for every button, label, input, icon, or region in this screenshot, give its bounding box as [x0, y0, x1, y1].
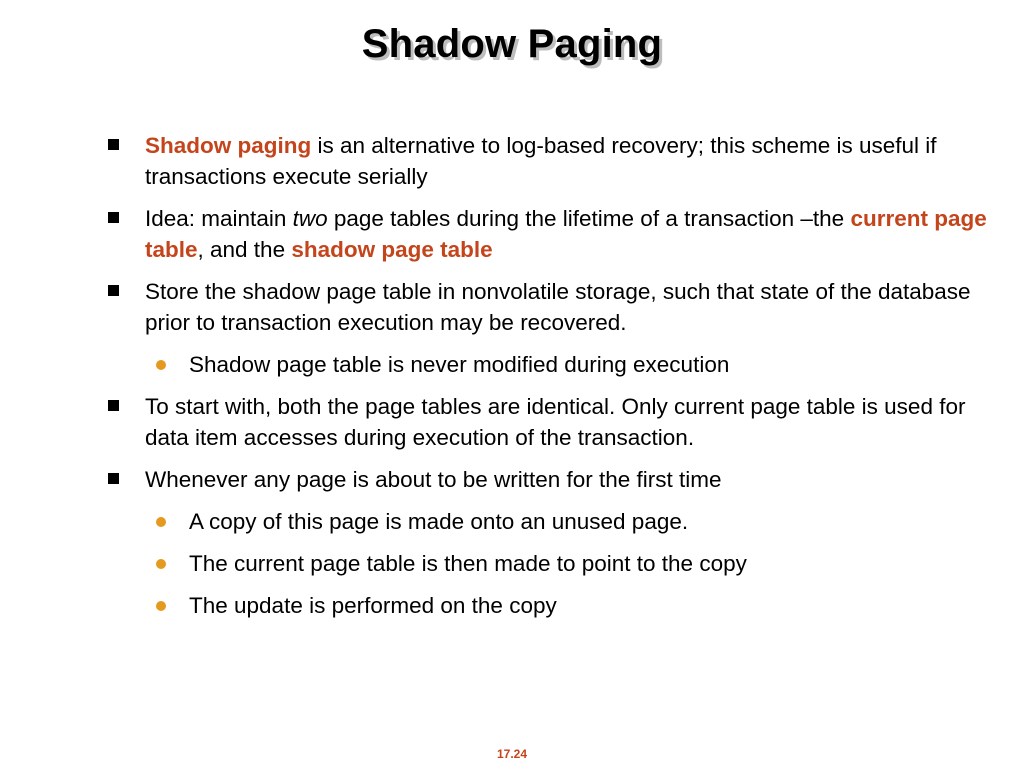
square-bullet-icon	[108, 400, 119, 411]
bullet-list	[108, 130, 988, 632]
sub-bullet-item	[108, 548, 988, 579]
bullet-text: , and the	[197, 237, 292, 262]
bullet-text: To start with, both the page tables are identical. Only current page table is used for data item accesses during execution of the transaction.	[145, 394, 966, 450]
square-bullet-icon	[108, 139, 119, 150]
term-shadow-paging: Shadow paging	[145, 133, 312, 158]
square-bullet-icon	[108, 285, 119, 296]
bullet-item-start	[108, 391, 988, 453]
emphasis-two: two	[292, 206, 328, 231]
sub-bullet-item	[108, 349, 988, 380]
bullet-text: Store the shadow page table in nonvolatile storage, such that state of the database prior to transaction execution may be recovered.	[145, 279, 971, 335]
bullet-item-whenever	[108, 464, 988, 495]
bullet-text: Idea: maintain	[145, 206, 293, 231]
sub-bullet-item	[108, 590, 988, 621]
round-bullet-icon	[156, 559, 166, 569]
slide-title: Shadow Paging	[361, 22, 663, 66]
sub-bullet-text: Shadow page table is never modified during execution	[189, 352, 730, 377]
bullet-item-shadow-paging	[108, 130, 988, 192]
round-bullet-icon	[156, 517, 166, 527]
round-bullet-icon	[156, 360, 166, 370]
sub-bullet-text: The update is performed on the copy	[189, 593, 557, 618]
term-shadow-page-table: shadow page table	[291, 237, 493, 262]
sub-bullet-item	[108, 506, 988, 537]
sub-bullet-text: A copy of this page is made onto an unused page.	[189, 509, 689, 534]
sub-bullet-text: The current page table is then made to point to the copy	[189, 551, 747, 576]
bullet-text: page tables during the lifetime of a transaction –the	[327, 206, 851, 231]
bullet-item-store	[108, 276, 988, 338]
bullet-item-idea	[108, 203, 988, 265]
square-bullet-icon	[108, 473, 119, 484]
round-bullet-icon	[156, 601, 166, 611]
square-bullet-icon	[108, 212, 119, 223]
term-current-page-table: current page table	[145, 206, 987, 262]
page-number: 17.24	[496, 747, 528, 761]
bullet-text: is an alternative to log-based recovery; this scheme is useful if transactions execute serially	[145, 133, 937, 189]
bullet-text: Whenever any page is about to be written for the first time	[145, 467, 722, 492]
